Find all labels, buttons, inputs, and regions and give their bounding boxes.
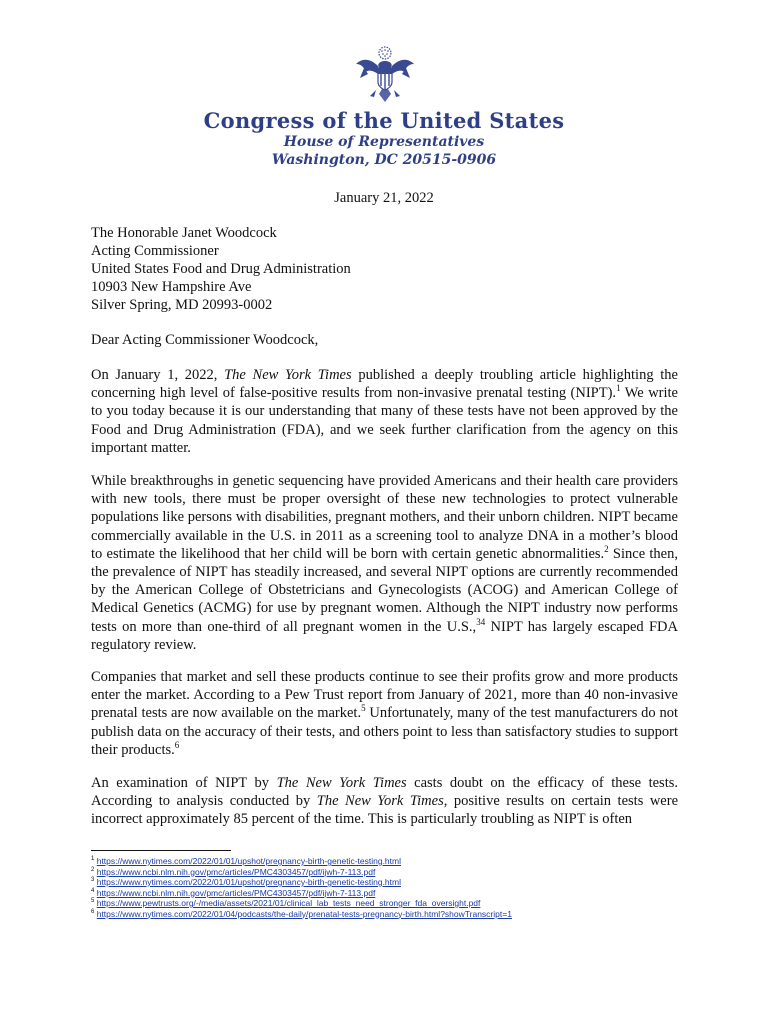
footnote-divider xyxy=(91,850,231,851)
footnote-number: 4 xyxy=(91,887,95,894)
footnote xyxy=(91,888,691,899)
footnote-ref[interactable]: 34 xyxy=(476,616,486,627)
footnote-number: 6 xyxy=(91,908,95,915)
footnote-number: 1 xyxy=(91,856,95,863)
text-run: , positive results on certain tests were incorrect approximately 85 percent of the time. This is particularly troubling as NIPT is often xyxy=(91,793,679,828)
letter-date: January 21, 2022 xyxy=(334,190,434,206)
footnote xyxy=(91,877,691,888)
recipient-address xyxy=(91,224,351,314)
footnote xyxy=(91,909,691,920)
footnote-link[interactable]: https://www.nytimes.com/2022/01/01/upshot/pregnancy-birth-genetic-testing.html xyxy=(96,877,401,887)
text-run: While breakthroughs in genetic sequencing have provided Americans and their health care providers with new tools, there must be proper oversight of these new technologies to protect vulnerable populations like persons with disabilities, pregnant mothers, and their unborn children. NIPT became commercially available in the U.S. in 2011 as a screening tool to analyze DNA in a mother’s blood to estimate the likelihood that her child will be born with certain genetic abnormalities. xyxy=(91,473,678,562)
footnote-number: 2 xyxy=(91,866,95,873)
letterhead-house: House of Representatives xyxy=(283,134,485,150)
address-line: United States Food and Drug Administration xyxy=(91,261,351,277)
text-run: We write to you today because it is our understanding that many of these tests have not been approved by the Food and Drug Administration (FDA), and we seek further clarification from the agency on this important matter. xyxy=(91,385,678,456)
footnote-link[interactable]: https://www.nytimes.com/2022/01/04/podcasts/the-daily/prenatal-tests-pregnancy-birth.html?showTranscript=1 xyxy=(96,908,512,919)
footnote-ref[interactable]: 5 xyxy=(361,703,366,714)
text-run: Since then, the prevalence of NIPT has steadily increased, and several NIPT options are currently recommended by the American College of Obstetricians and Gynecologists (ACOG) and American College of Medical Genetics (ACMG) for use by pregnant women. Although the NIPT industry now performs tests on more than one-third of all pregnant women in the U.S., xyxy=(91,545,678,635)
text-run: NIPT has largely escaped FDA regulatory review. xyxy=(91,618,678,653)
paragraph-1 xyxy=(91,366,678,457)
address-line: Silver Spring, MD 20993-0002 xyxy=(91,297,273,313)
paragraph-2 xyxy=(91,472,678,654)
address-line: The Honorable Janet Woodcock xyxy=(91,225,277,241)
text-run: An examination of NIPT by xyxy=(91,775,277,791)
footnote-link[interactable]: https://www.pewtrusts.org/-/media/assets/2021/01/clinical_lab_tests_need_stronger_fda_oversight.pdf xyxy=(96,898,481,908)
text-run: casts doubt on the efficacy of these tests. According to analysis conducted by xyxy=(91,775,678,810)
address-line: 10903 New Hampshire Ave xyxy=(91,279,252,295)
footnotes xyxy=(91,856,691,919)
footnote-ref[interactable]: 2 xyxy=(604,543,609,554)
footnote-number: 3 xyxy=(91,877,95,884)
text-run: On January 1, 2022, xyxy=(91,367,225,383)
salutation: Dear Acting Commissioner Woodcock, xyxy=(91,332,319,348)
footnote xyxy=(91,867,691,878)
publication-name: The New York Times xyxy=(316,793,444,810)
footnote-ref[interactable]: 6 xyxy=(174,739,180,750)
publication-name: The New York Times xyxy=(224,367,352,383)
eagle-seal-icon xyxy=(354,44,416,104)
text-run: published a deeply troubling article highlighting the concerning high level of false-positive results from non-invasive prenatal testing (NIPT). xyxy=(91,367,678,402)
footnote-number: 5 xyxy=(91,898,95,905)
paragraph-4 xyxy=(91,774,678,829)
footnote-link[interactable]: https://www.ncbi.nlm.nih.gov/pmc/articles/PMC4303457/pdf/ijwh-7-113.pdf xyxy=(96,866,376,877)
footnote xyxy=(91,856,691,867)
paragraph-3 xyxy=(91,668,678,759)
letterhead-title: Congress of the United States xyxy=(203,108,565,133)
address-line: Acting Commissioner xyxy=(91,243,219,259)
footnote-ref[interactable]: 1 xyxy=(616,383,621,394)
text-run: Companies that market and sell these products continue to see their profits grow and more products enter the market. According to a Pew Trust report from January of 2021, more than 40 non-invasive prenatal tests are now available on the market. xyxy=(91,669,678,722)
publication-name: The New York Times xyxy=(276,775,407,791)
letterhead-address: Washington, DC 20515-0906 xyxy=(271,152,497,168)
text-run: Unfortunately, many of the test manufacturers do not publish data on the accuracy of their tests, and others point to less than satisfactory studies to support their products. xyxy=(91,705,678,758)
footnote xyxy=(91,898,691,909)
footnote-link[interactable]: https://www.nytimes.com/2022/01/01/upshot/pregnancy-birth-genetic-testing.html xyxy=(96,856,401,866)
footnote-link[interactable]: https://www.ncbi.nlm.nih.gov/pmc/articles/PMC4303457/pdf/ijwh-7-113.pdf xyxy=(96,887,376,898)
